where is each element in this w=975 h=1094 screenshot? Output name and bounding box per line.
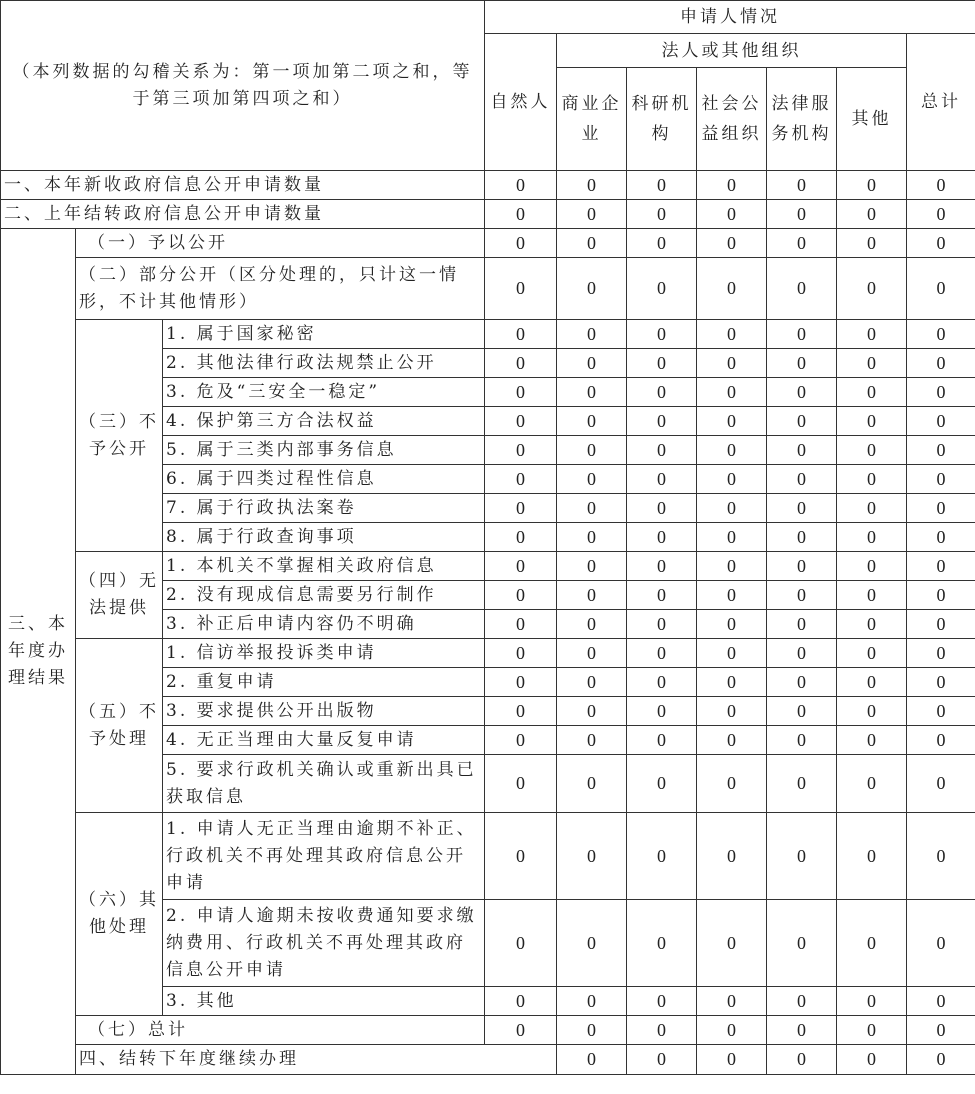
cell-value: 0	[557, 200, 627, 229]
cell-value: 0	[697, 436, 767, 465]
row-label: 7. 属于行政执法案卷	[163, 494, 485, 523]
row-label: 二、上年结转政府信息公开申请数量	[1, 200, 485, 229]
cell-value: 0	[627, 200, 697, 229]
cell-value: 0	[907, 378, 975, 407]
row-label: 6. 属于四类过程性信息	[163, 465, 485, 494]
cell-value: 0	[767, 258, 837, 320]
cell-value: 0	[907, 900, 975, 987]
header-note: （本列数据的勾稽关系为：第一项加第二项之和，等于第三项加第四项之和）	[1, 1, 485, 171]
row-label: 2. 申请人逾期未按收费通知要求缴纳费用、行政机关不再处理其政府信息公开申请	[163, 900, 485, 987]
row-label: 1. 本机关不掌握相关政府信息	[163, 552, 485, 581]
cell-value: 0	[767, 523, 837, 552]
cell-value: 0	[767, 813, 837, 900]
cell-value: 0	[837, 726, 907, 755]
cell-value: 0	[697, 726, 767, 755]
group-label-not-disclosed: （三）不予公开	[76, 320, 163, 552]
cell-value: 0	[907, 610, 975, 639]
cell-value: 0	[837, 378, 907, 407]
cell-value: 0	[485, 171, 557, 200]
cell-value: 0	[485, 900, 557, 987]
header-col-natural-person: 自然人	[485, 34, 557, 171]
cell-value: 0	[697, 1016, 767, 1045]
cell-value: 0	[837, 697, 907, 726]
table-row	[1, 320, 975, 349]
table-row	[1, 552, 975, 581]
cell-value: 0	[907, 258, 975, 320]
cell-value: 0	[485, 258, 557, 320]
cell-value: 0	[627, 349, 697, 378]
cell-value: 0	[485, 813, 557, 900]
cell-value: 0	[767, 436, 837, 465]
cell-value: 0	[485, 494, 557, 523]
cell-value: 0	[907, 436, 975, 465]
cell-value: 0	[557, 668, 627, 697]
cell-value: 0	[557, 494, 627, 523]
cell-value: 0	[767, 581, 837, 610]
cell-value: 0	[907, 349, 975, 378]
cell-value: 0	[485, 639, 557, 668]
table-row	[1, 200, 975, 229]
cell-value: 0	[627, 436, 697, 465]
cell-value: 0	[767, 900, 837, 987]
cell-value: 0	[837, 813, 907, 900]
row-label: 2. 没有现成信息需要另行制作	[163, 581, 485, 610]
cell-value: 0	[485, 697, 557, 726]
cell-value: 0	[767, 639, 837, 668]
cell-value: 0	[557, 581, 627, 610]
cell-value: 0	[697, 987, 767, 1016]
header-legal-or-other: 法人或其他组织	[557, 34, 907, 68]
cell-value: 0	[627, 610, 697, 639]
cell-value: 0	[557, 320, 627, 349]
cell-value: 0	[907, 229, 975, 258]
row-label: 5. 要求行政机关确认或重新出具已获取信息	[163, 755, 485, 813]
cell-value: 0	[627, 1016, 697, 1045]
cell-value: 0	[907, 1016, 975, 1045]
header-col-public-welfare: 社会公益组织	[697, 68, 767, 171]
cell-value: 0	[697, 378, 767, 407]
cell-value: 0	[627, 813, 697, 900]
cell-value: 0	[907, 581, 975, 610]
cell-value: 0	[557, 1016, 627, 1045]
cell-value: 0	[907, 200, 975, 229]
cell-value: 0	[557, 813, 627, 900]
header-applicant-info: 申请人情况	[485, 1, 975, 34]
row-label: （一）予以公开	[76, 229, 485, 258]
cell-value: 0	[697, 552, 767, 581]
cell-value: 0	[837, 258, 907, 320]
cell-value: 0	[557, 1045, 627, 1075]
table-row	[1, 1045, 975, 1075]
cell-value: 0	[627, 900, 697, 987]
cell-value: 0	[485, 726, 557, 755]
row-label: 3. 要求提供公开出版物	[163, 697, 485, 726]
cell-value: 0	[557, 407, 627, 436]
cell-value: 0	[837, 610, 907, 639]
cell-value: 0	[627, 755, 697, 813]
cell-value: 0	[837, 200, 907, 229]
row-label: 一、本年新收政府信息公开申请数量	[1, 171, 485, 200]
table-row	[1, 1016, 975, 1045]
cell-value: 0	[907, 697, 975, 726]
group-label-not-processed: （五）不予处理	[76, 639, 163, 813]
cell-value: 0	[627, 378, 697, 407]
cell-value: 0	[837, 1045, 907, 1075]
cell-value: 0	[837, 552, 907, 581]
cell-value: 0	[627, 639, 697, 668]
cell-value: 0	[697, 581, 767, 610]
cell-value: 0	[627, 1045, 697, 1075]
cell-value: 0	[627, 726, 697, 755]
cell-value: 0	[557, 349, 627, 378]
group-label-other-processing: （六）其他处理	[76, 813, 163, 1016]
group-label-results: 三、本年度办理结果	[1, 229, 76, 1075]
cell-value: 0	[837, 987, 907, 1016]
cell-value: 0	[767, 610, 837, 639]
cell-value: 0	[485, 610, 557, 639]
cell-value: 0	[767, 755, 837, 813]
table-row	[1, 258, 975, 320]
cell-value: 0	[907, 552, 975, 581]
cell-value: 0	[485, 200, 557, 229]
cell-value: 0	[907, 523, 975, 552]
cell-value: 0	[485, 552, 557, 581]
cell-value: 0	[697, 407, 767, 436]
cell-value: 0	[697, 900, 767, 987]
row-label: （二）部分公开（区分处理的，只计这一情形，不计其他情形）	[76, 258, 485, 320]
cell-value: 0	[485, 581, 557, 610]
header-col-research: 科研机构	[627, 68, 697, 171]
header-col-other: 其他	[837, 68, 907, 171]
header-col-legal-service: 法律服务机构	[767, 68, 837, 171]
cell-value: 0	[557, 697, 627, 726]
cell-value: 0	[767, 697, 837, 726]
cell-value: 0	[767, 987, 837, 1016]
cell-value: 0	[697, 494, 767, 523]
cell-value: 0	[907, 755, 975, 813]
cell-value: 0	[767, 407, 837, 436]
cell-value: 0	[627, 697, 697, 726]
cell-value: 0	[837, 755, 907, 813]
cell-value: 0	[837, 436, 907, 465]
cell-value: 0	[837, 171, 907, 200]
cell-value: 0	[627, 407, 697, 436]
row-label: 1. 属于国家秘密	[163, 320, 485, 349]
cell-value: 0	[697, 523, 767, 552]
cell-value: 0	[557, 639, 627, 668]
cell-value: 0	[837, 320, 907, 349]
table-row	[1, 639, 975, 668]
table-row	[1, 171, 975, 200]
cell-value: 0	[697, 813, 767, 900]
cell-value: 0	[627, 523, 697, 552]
cell-value: 0	[767, 552, 837, 581]
cell-value: 0	[485, 465, 557, 494]
cell-value: 0	[907, 639, 975, 668]
row-label: 5. 属于三类内部事务信息	[163, 436, 485, 465]
cell-value: 0	[767, 229, 837, 258]
row-label: （七）总计	[76, 1016, 485, 1045]
cell-value: 0	[627, 465, 697, 494]
cell-value: 0	[907, 494, 975, 523]
row-label: 2. 其他法律行政法规禁止公开	[163, 349, 485, 378]
cell-value: 0	[767, 171, 837, 200]
cell-value: 0	[837, 639, 907, 668]
cell-value: 0	[627, 229, 697, 258]
header-col-business: 商业企业	[557, 68, 627, 171]
cell-value: 0	[697, 755, 767, 813]
cell-value: 0	[485, 378, 557, 407]
cell-value: 0	[907, 1045, 975, 1075]
cell-value: 0	[837, 465, 907, 494]
cell-value: 0	[557, 755, 627, 813]
cell-value: 0	[697, 1045, 767, 1075]
cell-value: 0	[697, 320, 767, 349]
cell-value: 0	[557, 900, 627, 987]
cell-value: 0	[767, 668, 837, 697]
cell-value: 0	[697, 610, 767, 639]
cell-value: 0	[557, 610, 627, 639]
cell-value: 0	[837, 1016, 907, 1045]
cell-value: 0	[907, 407, 975, 436]
cell-value: 0	[557, 523, 627, 552]
cell-value: 0	[557, 436, 627, 465]
cell-value: 0	[767, 1045, 837, 1075]
row-label: 1. 申请人无正当理由逾期不补正、行政机关不再处理其政府信息公开申请	[163, 813, 485, 900]
cell-value: 0	[557, 171, 627, 200]
cell-value: 0	[485, 755, 557, 813]
cell-value: 0	[557, 552, 627, 581]
cell-value: 0	[767, 378, 837, 407]
cell-value: 0	[697, 697, 767, 726]
cell-value: 0	[837, 407, 907, 436]
cell-value: 0	[837, 581, 907, 610]
cell-value: 0	[837, 523, 907, 552]
cell-value: 0	[837, 900, 907, 987]
cell-value: 0	[697, 349, 767, 378]
row-label: 四、结转下年度继续办理	[76, 1045, 557, 1075]
cell-value: 0	[557, 726, 627, 755]
cell-value: 0	[485, 407, 557, 436]
cell-value: 0	[485, 668, 557, 697]
cell-value: 0	[697, 668, 767, 697]
cell-value: 0	[907, 813, 975, 900]
row-label: 8. 属于行政查询事项	[163, 523, 485, 552]
cell-value: 0	[767, 465, 837, 494]
header-col-total: 总计	[907, 34, 975, 171]
cell-value: 0	[697, 258, 767, 320]
cell-value: 0	[485, 1016, 557, 1045]
row-label: 3. 补正后申请内容仍不明确	[163, 610, 485, 639]
cell-value: 0	[697, 229, 767, 258]
cell-value: 0	[627, 581, 697, 610]
cell-value: 0	[837, 229, 907, 258]
row-label: 3. 危及“三安全一稳定”	[163, 378, 485, 407]
cell-value: 0	[767, 200, 837, 229]
cell-value: 0	[907, 987, 975, 1016]
cell-value: 0	[907, 465, 975, 494]
cell-value: 0	[485, 229, 557, 258]
cell-value: 0	[697, 171, 767, 200]
cell-value: 0	[697, 639, 767, 668]
row-label: 4. 无正当理由大量反复申请	[163, 726, 485, 755]
cell-value: 0	[767, 1016, 837, 1045]
cell-value: 0	[557, 987, 627, 1016]
table-row	[1, 813, 975, 900]
cell-value: 0	[837, 668, 907, 697]
cell-value: 0	[907, 726, 975, 755]
cell-value: 0	[767, 494, 837, 523]
cell-value: 0	[557, 378, 627, 407]
cell-value: 0	[627, 258, 697, 320]
cell-value: 0	[557, 465, 627, 494]
cell-value: 0	[485, 987, 557, 1016]
cell-value: 0	[627, 494, 697, 523]
cell-value: 0	[697, 465, 767, 494]
cell-value: 0	[485, 349, 557, 378]
cell-value: 0	[767, 726, 837, 755]
cell-value: 0	[627, 987, 697, 1016]
row-label: 1. 信访举报投诉类申请	[163, 639, 485, 668]
cell-value: 0	[485, 436, 557, 465]
cell-value: 0	[907, 668, 975, 697]
table-row	[1, 229, 975, 258]
cell-value: 0	[557, 258, 627, 320]
cell-value: 0	[485, 523, 557, 552]
cell-value: 0	[627, 552, 697, 581]
row-label: 2. 重复申请	[163, 668, 485, 697]
cell-value: 0	[627, 668, 697, 697]
cell-value: 0	[697, 200, 767, 229]
group-label-unable-to-provide: （四）无法提供	[76, 552, 163, 639]
cell-value: 0	[557, 229, 627, 258]
cell-value: 0	[837, 494, 907, 523]
row-label: 4. 保护第三方合法权益	[163, 407, 485, 436]
cell-value: 0	[767, 320, 837, 349]
cell-value: 0	[837, 349, 907, 378]
cell-value: 0	[907, 171, 975, 200]
cell-value: 0	[627, 320, 697, 349]
row-label: 3. 其他	[163, 987, 485, 1016]
cell-value: 0	[627, 171, 697, 200]
cell-value: 0	[485, 320, 557, 349]
cell-value: 0	[907, 320, 975, 349]
cell-value: 0	[767, 349, 837, 378]
